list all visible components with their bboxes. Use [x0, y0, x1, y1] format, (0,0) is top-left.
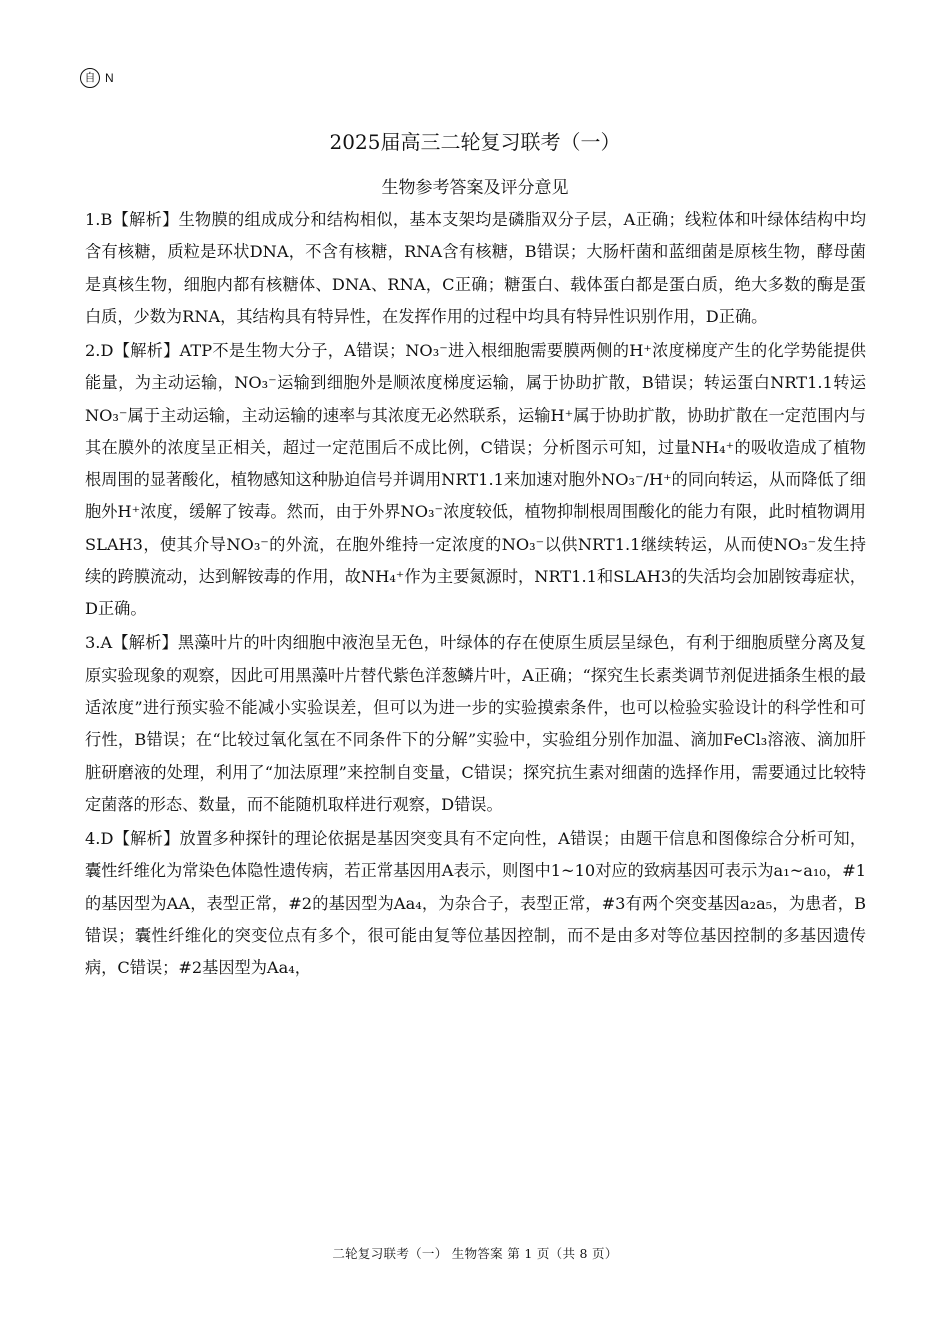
page-title: 2025届高三二轮复习联考（一）: [329, 130, 621, 154]
answer-item: [85, 204, 866, 333]
logo: [80, 68, 114, 88]
answer-number: 1.B: [85, 210, 113, 229]
page-subtitle: 生物参考答案及评分意见: [381, 178, 569, 198]
answer-tag: 【解析】: [112, 210, 179, 229]
answer-number: 2.D: [85, 340, 114, 360]
answer-text: 生物膜的组成成分和结构相似，基本支架均是磷脂双分子层，A正确；线粒体和叶绿体结构中均含有核糖，质粒是环状DNA，不含有核糖，RNA含有核糖，B错误；大肠杆菌和蓝细菌是原核生物，酵母菌是真核生物，细胞内都有核糖体、DNA、RNA，C正确；糖蛋白、载体蛋白都是蛋白质，绝大多数的酶是蛋白质，少数为RNA，其结构具有特异性，在发挥作用的过程中均具有特异性识别作用，D正确。: [85, 210, 867, 326]
answer-content: [85, 204, 866, 986]
answer-text: ATP不是生物大分子，A错误；NO₃⁻进入根细胞需要膜两侧的H⁺浓度梯度产生的化学势能提供能量，为主动运输，NO₃⁻运输到细胞外是顺浓度梯度运输，属于协助扩散，B错误；转运蛋白NRT1.1转运NO₃⁻属于主动运输，主动运输的速率与其浓度无必然联系，运输H⁺属于协助扩散，协助扩散在一定范围内与其在膜外的浓度呈正相关，超过一定范围后不成比例，C错误；分析图示可知，过量NH₄⁺的吸收造成了植物根周围的显著酸化，植物感知这种胁迫信号并调用NRT1.1来加速对胞外NO₃⁻/H⁺的同向转运，从而降低了细胞外H⁺浓度，缓解了铵毒。然而，由于外界NO₃⁻浓度较低，植物抑制根周围酸化的能力有限，此时植物调用SLAH3，使其介导NO₃⁻的外流，在胞外维持一定浓度的NO₃⁻以供NRT1.1继续转运，从而使NO₃⁻发生持续的跨膜流动，达到解铵毒的作用，故NH₄⁺作为主要氮源时，NRT1.1和SLAH3的失活均会加剧铵毒症状，D正确。: [85, 340, 866, 619]
logo-letter: N: [105, 71, 114, 85]
logo-circle-icon: 自: [80, 68, 100, 88]
answer-tag: 【解析】: [113, 829, 180, 849]
answer-text: 放置多种探针的理论依据是基因突变具有不定向性，A错误；由题干信息和图像综合分析可知，囊性纤维化为常染色体隐性遗传病，若正常基因用A表示，则图中1~10对应的致病基因可表示为a₁~a₁₀，#1的基因型为AA，表型正常，#2的基因型为Aa₄，为杂合子，表型正常，#3有两个突变基因a₂a₅，为患者，B错误；囊性纤维化的突变位点有多个，很可能由复等位基因控制，而不是由多对等位基因控制的多基因遗传病，C错误；#2基因型为Aa₄，: [85, 829, 867, 978]
page-footer: 二轮复习联考（一） 生物答案 第 1 页（共 8 页）: [332, 1246, 618, 1261]
answer-tag: 【解析】: [113, 340, 180, 360]
answer-text: 黑藻叶片的叶肉细胞中液泡呈无色，叶绿体的存在使原生质层呈绿色，有利于细胞质壁分离及复原实验现象的观察，因此可用黑藻叶片替代紫色洋葱鳞片叶，A正确；“探究生长素类调节剂促进插条生根的最适浓度”进行预实验不能减小实验误差，但可以为进一步的实验摸索条件，也可以检验实验设计的科学性和可行性，B错误；在“比较过氧化氢在不同条件下的分解”实验中，实验组分别作加温、滴加FeCl₃溶液、滴加肝脏研磨液的处理，利用了“加法原理”来控制自变量，C错误；探究抗生素对细菌的选择作用，需要通过比较特定菌落的形态、数量，而不能随机取样进行观察，D错误。: [85, 633, 867, 814]
answer-number: 4.D: [85, 829, 114, 849]
answer-item: [85, 627, 866, 821]
answer-item: [85, 823, 866, 984]
answer-tag: 【解析】: [112, 633, 178, 653]
answer-item: [85, 335, 866, 626]
answer-number: 3.A: [85, 633, 113, 653]
